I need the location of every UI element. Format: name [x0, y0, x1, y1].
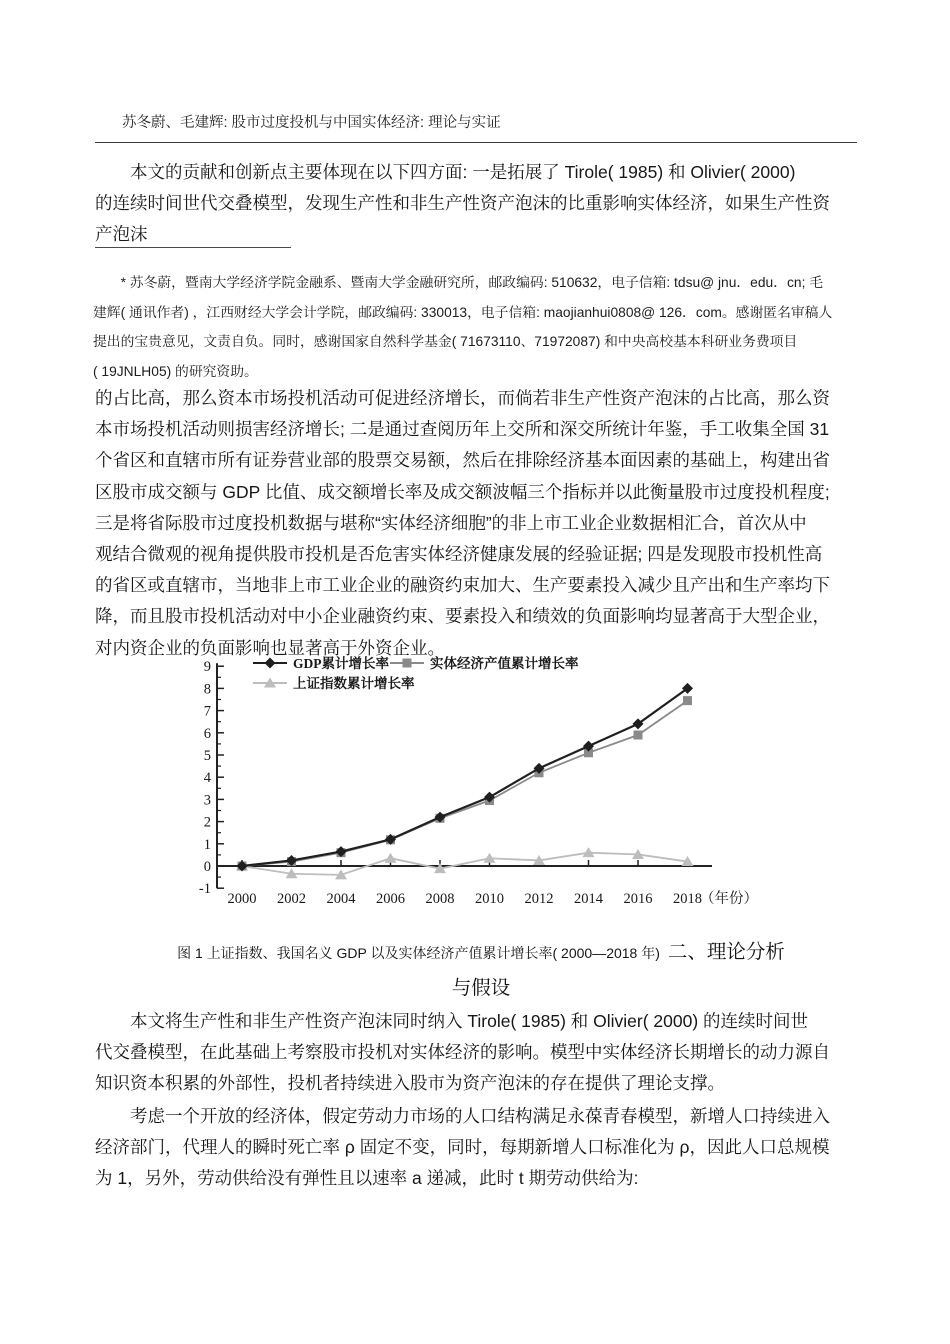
x-tick-label: 2006	[376, 891, 405, 907]
text-line: 本文将生产性和非生产性资产泡沫同时纳入 Tirole( 1985) 和 Olivier( 2000) 的连续时间世	[95, 1011, 809, 1031]
text-line: 区股市成交额与 GDP 比值、成交额增长率及成交额波幅三个指标并以此衡量股市过度投机程度;	[95, 481, 830, 502]
text-line: 经济部门，代理人的瞬时死亡率 ρ 固定不变，同时，每期新增人口标准化为 ρ，因此人口总规模	[95, 1137, 830, 1158]
x-tick-label: 2004	[326, 891, 356, 907]
figure-1	[195, 650, 760, 920]
series-line	[242, 688, 688, 866]
body-paragraph-3	[95, 1006, 867, 1100]
square-marker	[634, 731, 643, 740]
x-tick-label: 2012	[524, 891, 554, 907]
section-heading-part2: 与假设	[451, 977, 511, 999]
x-tick-label: 2000	[227, 891, 257, 907]
figure-1-caption: 图 1 上证指数、我国名义 GDP 以及实体经济产值累计增长率( 2000—2018 年)	[177, 945, 660, 961]
text-line: 提出的宝贵意见，文责自负。同时，感谢国家自然科学基金( 71673110、71972087) 和中央高校基本科研业务费项目	[93, 334, 798, 350]
x-tick-label: 2014	[574, 891, 603, 907]
x-tick-label: 2018	[673, 891, 702, 907]
x-tick-label: 2016	[623, 891, 653, 907]
text-line: 降，而且股市投机活动对中小企业融资约束、要素投入和绩效的负面影响均显著高于大型企业，	[95, 606, 830, 627]
text-line: 本文的贡献和创新点主要体现在以下四方面: 一是拓展了 Tirole( 1985) 和 Olivier( 2000)	[95, 162, 796, 182]
text-line: 个省区和直辖市所有证券营业部的股票交易额，然后在排除经济基本面因素的基础上，构建出省	[95, 450, 830, 471]
y-tick-label: -1	[198, 881, 211, 898]
x-tick-label: 2008	[425, 891, 455, 907]
figure-1-chart	[195, 650, 760, 920]
text-line: 对内资企业的负面影响也显著高于外资企业。	[95, 637, 445, 658]
footnote-separator	[95, 247, 291, 248]
legend-label: 上证指数累计增长率	[293, 676, 415, 691]
text-line: 考虑一个开放的经济体，假定劳动力市场的人口结构满足永葆青春模型，新增人口持续进入	[95, 1106, 830, 1126]
legend-label: GDP累计增长率	[293, 656, 389, 671]
series-line	[242, 701, 688, 866]
text-line: 三是将省际股市过度投机数据与堪称“实体经济细胞”的非上市工业企业数据相汇合，首次从中	[95, 512, 807, 533]
square-marker	[403, 659, 412, 668]
section-heading-part1: 二、理论分析	[667, 941, 785, 963]
text-line: 建辉( 通讯作者) ，江西财经大学会计学院，邮政编码: 330013，电子信箱: maojianhui0808@ 126．com。感谢匿名审稿人	[93, 304, 833, 320]
x-axis-unit-label: （年份）	[700, 891, 758, 907]
text-line: 的连续时间世代交叠模型，发现生产性和非生产性资产泡沫的比重影响实体经济，如果生产性资	[95, 193, 830, 214]
series-line	[242, 853, 688, 875]
x-tick-label: 2002	[277, 891, 306, 907]
y-tick-label: 6	[203, 725, 211, 742]
y-tick-label: 0	[203, 859, 211, 875]
y-tick-label: 3	[203, 792, 211, 809]
header-rule	[95, 142, 857, 143]
x-tick-label: 2010	[475, 891, 504, 907]
y-tick-label: 9	[203, 659, 211, 676]
y-tick-label: 2	[203, 814, 211, 831]
text-line: 的占比高，那么资本市场投机活动可促进经济增长，而倘若非生产性资产泡沫的占比高，那么资	[95, 388, 830, 408]
body-paragraph-2	[95, 383, 867, 664]
text-line: 代交叠模型，在此基础上考察股市投机对实体经济的影响。模型中实体经济长期增长的动力源自	[95, 1042, 830, 1063]
text-line: * 苏冬蔚，暨南大学经济学院金融系、暨南大学金融研究所，邮政编码: 510632，电子信箱: tdsu@ jnu．edu．cn; 毛	[93, 275, 824, 290]
y-tick-label: 5	[203, 748, 211, 764]
triangle-marker	[385, 853, 397, 863]
square-marker	[683, 696, 692, 705]
text-line: 为 1，另外，劳动供给没有弹性且以速率 a 递减，此时 t 期劳动供给为:	[95, 1168, 639, 1189]
text-line: 的省区或直辖市，当地非上市工业企业的融资约束加大、生产要素投入减少且产出和生产率均下	[95, 575, 830, 596]
figure-caption-row	[95, 936, 867, 964]
text-line: 观结合微观的视角提供股市投机是否危害实体经济健康发展的经验证据; 四是发现股市投机性高	[95, 543, 823, 564]
body-paragraph-1	[95, 157, 867, 251]
text-line: 产泡沫	[95, 224, 148, 245]
y-tick-label: 1	[203, 836, 211, 853]
y-tick-label: 8	[203, 681, 211, 698]
text-line: 本市场投机活动则损害经济增长; 二是通过查阅历年上交所和深交所统计年鉴，手工收集全国 31	[95, 419, 830, 440]
y-tick-label: 4	[203, 770, 211, 787]
text-line: ( 19JNLH05) 的研究资助。	[93, 363, 258, 379]
body-paragraph-4	[95, 1101, 867, 1195]
diamond-marker	[265, 658, 276, 669]
footnote	[93, 268, 869, 386]
legend-label: 实体经济产值累计增长率	[430, 656, 579, 671]
text-line: 知识资本积累的外部性，投机者持续进入股市为资产泡沫的存在提供了理论支撑。	[95, 1073, 725, 1094]
y-tick-label: 7	[203, 703, 211, 720]
running-header: 苏冬蔚、毛建辉: 股市过度投机与中国实体经济: 理论与实证	[122, 115, 501, 131]
